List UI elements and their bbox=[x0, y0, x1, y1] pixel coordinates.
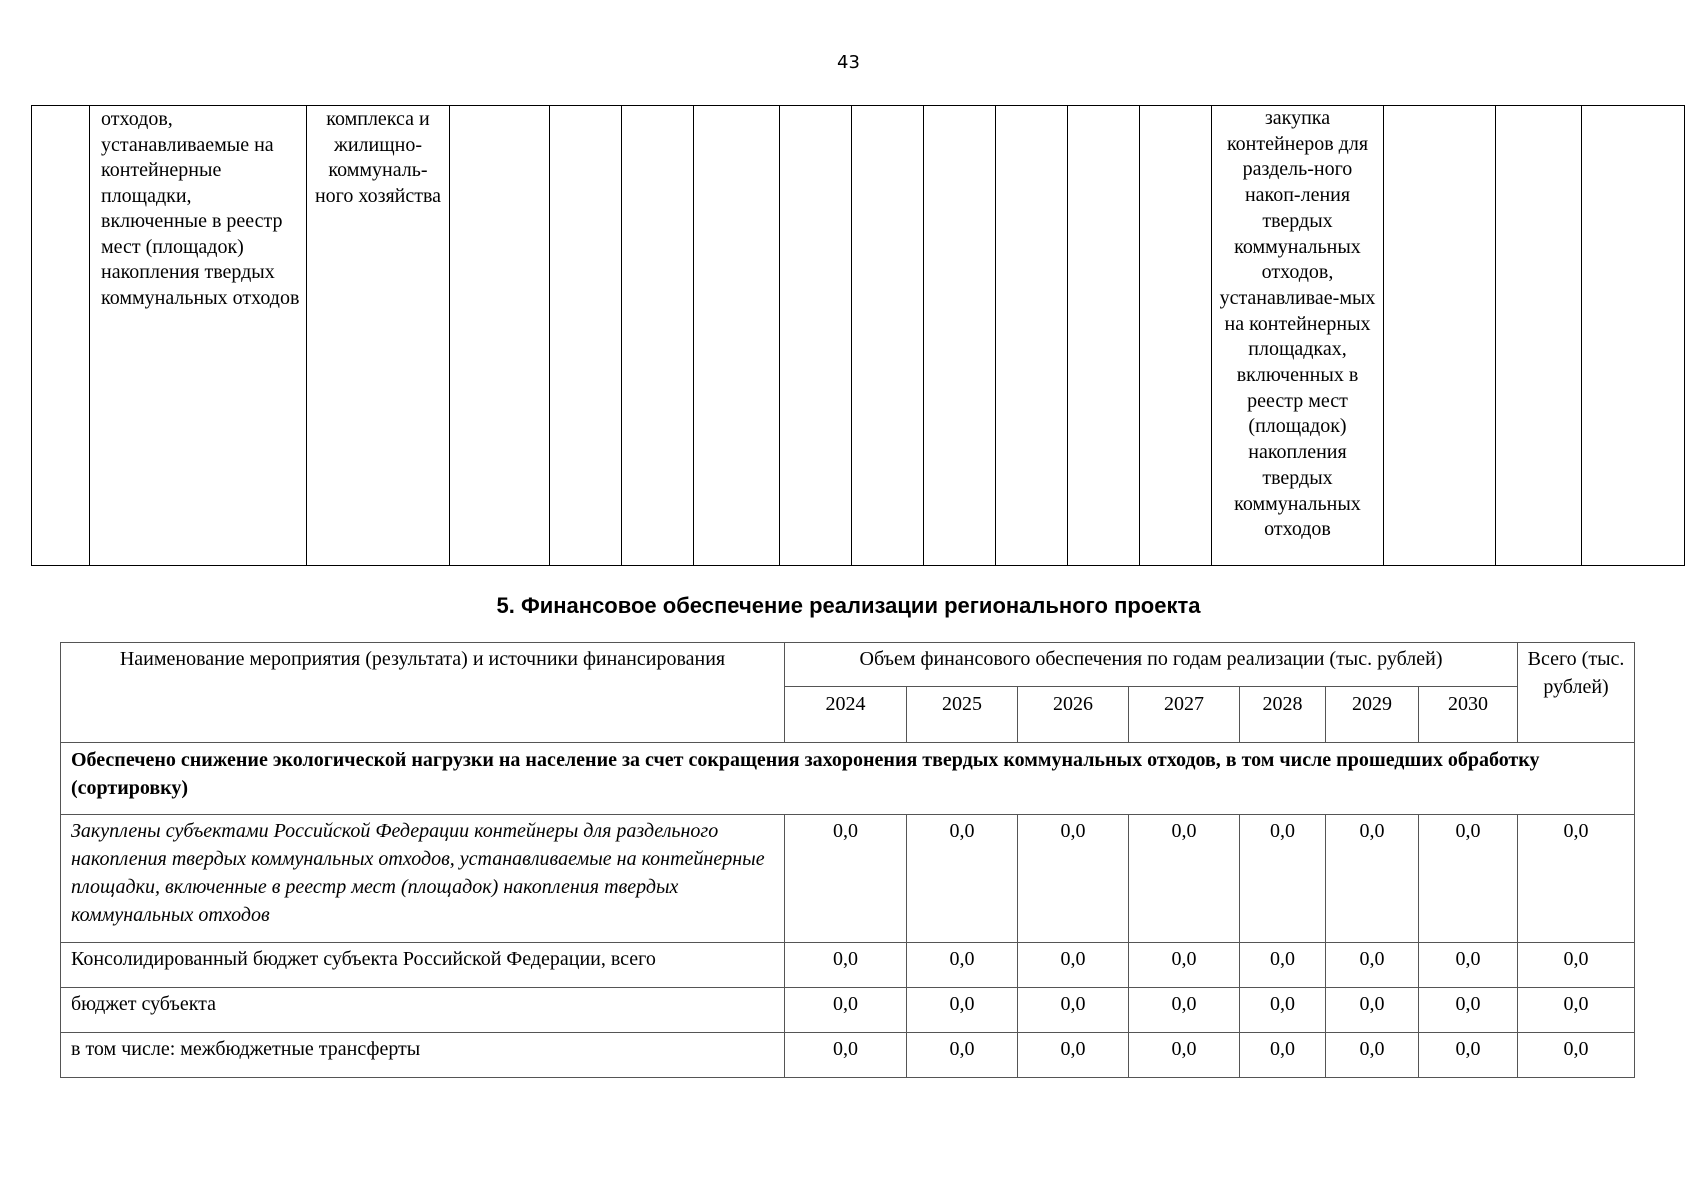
value-cell: 0,0 bbox=[1240, 1033, 1326, 1078]
value-cell: 0,0 bbox=[1018, 943, 1129, 988]
value-cell: 0,0 bbox=[1326, 815, 1419, 943]
financing-table bbox=[60, 642, 1635, 1078]
value-cell: 0,0 bbox=[1129, 943, 1240, 988]
value-cell: 0,0 bbox=[785, 815, 907, 943]
result-title-cell: Обеспечено снижение экологической нагрузки на население за счет сокращения захоронения твердых коммунальных отходов, в том числе прошедших обработку (сортировку) bbox=[61, 743, 1635, 815]
year-header: 2030 bbox=[1419, 687, 1518, 743]
row-label: бюджет субъекта bbox=[61, 988, 785, 1033]
event-characteristics-cell: закупка контейнеров для раздель-ного накоп-ления твердых коммунальных отходов, устанавливае-мых на контейнерных площадках, включенных в реестр мест (площадок) накопления твердых коммунальных отходов bbox=[1212, 106, 1384, 566]
table-cell bbox=[32, 106, 90, 566]
value-cell: 0,0 bbox=[785, 943, 907, 988]
table-cell bbox=[780, 106, 852, 566]
value-cell: 0,0 bbox=[1129, 815, 1240, 943]
value-cell: 0,0 bbox=[907, 988, 1018, 1033]
result-description-cell: отходов, устанавливаемые на контейнерные площадки, включенные в реестр мест (площадок) накопления твердых коммунальных отходов bbox=[90, 106, 307, 566]
results-table-continuation bbox=[31, 105, 1685, 566]
year-header: 2029 bbox=[1326, 687, 1419, 743]
header-name-cell: Наименование мероприятия (результата) и источники финансирования bbox=[61, 643, 785, 743]
total-cell: 0,0 bbox=[1518, 1033, 1635, 1078]
table-cell bbox=[1496, 106, 1582, 566]
value-cell: 0,0 bbox=[1240, 988, 1326, 1033]
table-cell bbox=[1384, 106, 1496, 566]
value-cell: 0,0 bbox=[785, 988, 907, 1033]
page-number: 43 bbox=[837, 52, 860, 73]
table-cell bbox=[1582, 106, 1685, 566]
value-cell: 0,0 bbox=[1129, 1033, 1240, 1078]
table-row bbox=[61, 988, 1635, 1033]
table-cell bbox=[450, 106, 550, 566]
value-cell: 0,0 bbox=[907, 1033, 1018, 1078]
value-cell: 0,0 bbox=[1419, 943, 1518, 988]
table-cell bbox=[996, 106, 1068, 566]
total-cell: 0,0 bbox=[1518, 943, 1635, 988]
table-cell bbox=[622, 106, 694, 566]
total-cell: 0,0 bbox=[1518, 988, 1635, 1033]
year-header: 2028 bbox=[1240, 687, 1326, 743]
table-cell bbox=[924, 106, 996, 566]
table-cell bbox=[694, 106, 780, 566]
value-cell: 0,0 bbox=[1240, 943, 1326, 988]
value-cell: 0,0 bbox=[1419, 1033, 1518, 1078]
table-row bbox=[32, 106, 1685, 566]
value-cell: 0,0 bbox=[1018, 1033, 1129, 1078]
responsible-department-cell: комплекса и жилищно-коммуналь-ного хозяйства bbox=[307, 106, 450, 566]
table-cell bbox=[1068, 106, 1140, 566]
header-total-cell: Всего (тыс. рублей) bbox=[1518, 643, 1635, 743]
table-cell bbox=[1140, 106, 1212, 566]
value-cell: 0,0 bbox=[1240, 815, 1326, 943]
value-cell: 0,0 bbox=[1129, 988, 1240, 1033]
year-header: 2026 bbox=[1018, 687, 1129, 743]
result-title-row bbox=[61, 743, 1635, 815]
value-cell: 0,0 bbox=[907, 815, 1018, 943]
value-cell: 0,0 bbox=[1419, 815, 1518, 943]
total-cell: 0,0 bbox=[1518, 815, 1635, 943]
value-cell: 0,0 bbox=[785, 1033, 907, 1078]
table-cell bbox=[550, 106, 622, 566]
value-cell: 0,0 bbox=[1326, 988, 1419, 1033]
table-row bbox=[61, 1033, 1635, 1078]
year-header: 2025 bbox=[907, 687, 1018, 743]
row-label: Консолидированный бюджет субъекта Российской Федерации, всего bbox=[61, 943, 785, 988]
header-row bbox=[61, 643, 1635, 687]
section-title: 5. Финансовое обеспечение реализации регионального проекта bbox=[496, 593, 1201, 618]
table-row bbox=[61, 815, 1635, 943]
year-header: 2024 bbox=[785, 687, 907, 743]
value-cell: 0,0 bbox=[1018, 815, 1129, 943]
year-header: 2027 bbox=[1129, 687, 1240, 743]
value-cell: 0,0 bbox=[907, 943, 1018, 988]
value-cell: 0,0 bbox=[1326, 943, 1419, 988]
table-cell bbox=[852, 106, 924, 566]
row-label: Закуплены субъектами Российской Федерации контейнеры для раздельного накопления твердых коммунальных отходов, устанавливаемые на контейнерные площадки, включенные в реестр мест (площадок) накопления твердых коммунальных отходов bbox=[61, 815, 785, 943]
value-cell: 0,0 bbox=[1326, 1033, 1419, 1078]
table-row bbox=[61, 943, 1635, 988]
value-cell: 0,0 bbox=[1018, 988, 1129, 1033]
row-label: в том числе: межбюджетные трансферты bbox=[61, 1033, 785, 1078]
value-cell: 0,0 bbox=[1419, 988, 1518, 1033]
header-volume-cell: Объем финансового обеспечения по годам реализации (тыс. рублей) bbox=[785, 643, 1518, 687]
